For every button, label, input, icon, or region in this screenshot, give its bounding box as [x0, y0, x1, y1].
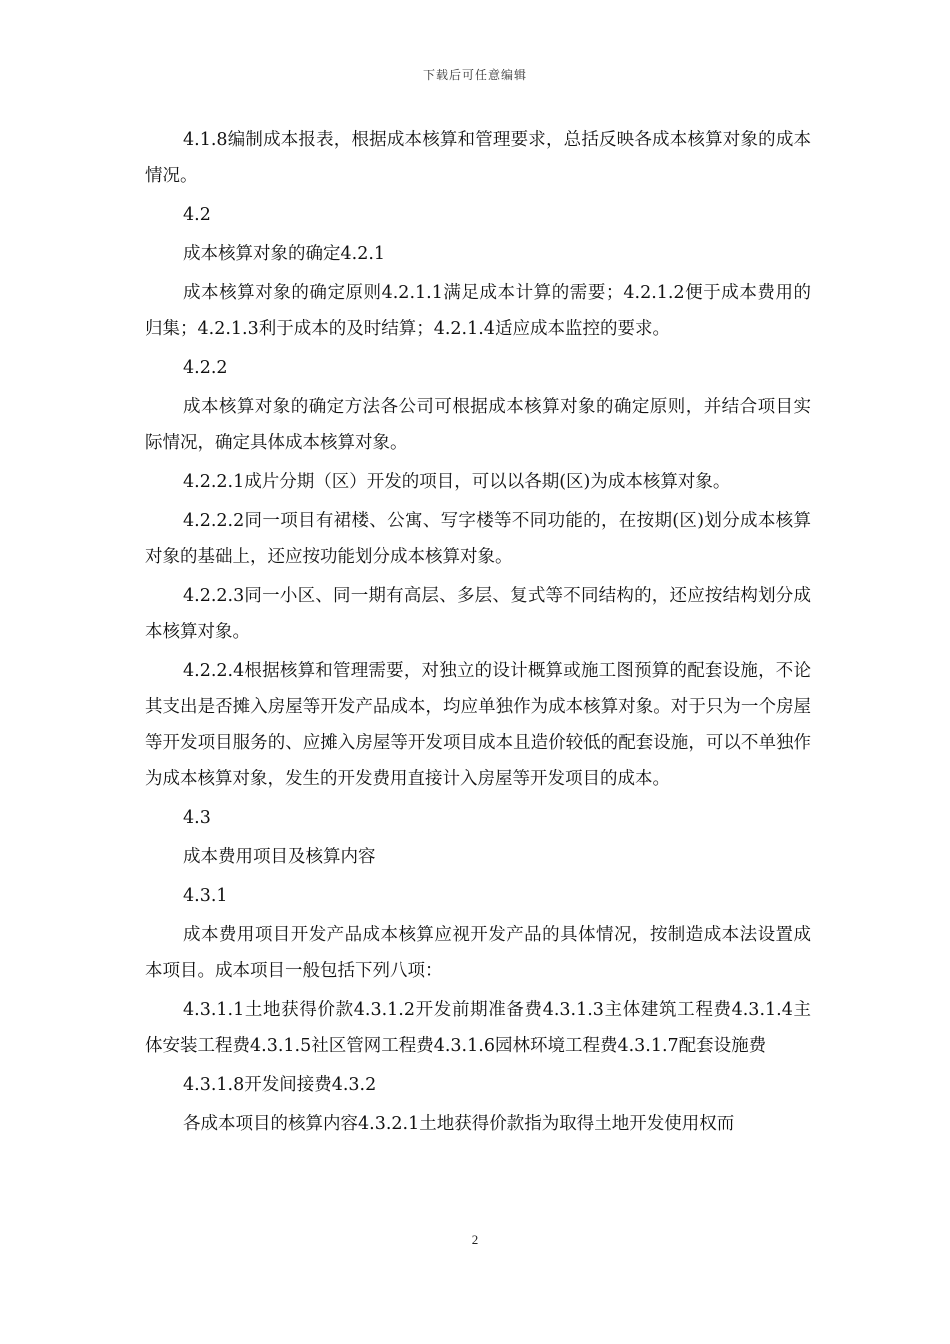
- paragraph: 4.1.8编制成本报表，根据成本核算和管理要求，总括反映各成本核算对象的成本情况。: [145, 130, 811, 186]
- section-heading: 成本费用项目及核算内容: [183, 847, 376, 867]
- section-number: 4.3: [183, 808, 211, 828]
- paragraph: 成本核算对象的确定原则4.2.1.1满足成本计算的需要；4.2.1.2便于成本费用的归集；4.2.1.3利于成本的及时结算；4.2.1.4适应成本监控的要求。: [145, 283, 811, 339]
- paragraph: 4.3.1.1土地获得价款4.3.1.2开发前期准备费4.3.1.3主体建筑工程费4.3.1.4主体安装工程费4.3.1.5社区管网工程费4.3.1.6园林环境工程费4.3.1.7配套设施费: [145, 1000, 811, 1056]
- paragraph: 4.2.2.2同一项目有裙楼、公寓、写字楼等不同功能的，在按期(区)划分成本核算对象的基础上，还应按功能划分成本核算对象。: [145, 511, 811, 567]
- section-heading: 成本核算对象的确定4.2.1: [183, 244, 386, 264]
- section-number: 4.3.1: [183, 886, 228, 906]
- paragraph: 各成本项目的核算内容4.3.2.1土地获得价款指为取得土地开发使用权而: [183, 1114, 735, 1134]
- paragraph: 4.3.1.8开发间接费4.3.2: [183, 1075, 377, 1095]
- paragraph: 4.2.2.1成片分期（区）开发的项目，可以以各期(区)为成本核算对象。: [183, 472, 731, 492]
- page-header-watermark: 下载后可任意编辑: [422, 68, 527, 82]
- paragraph: 成本费用项目开发产品成本核算应视开发产品的具体情况，按制造成本法设置成本项目。成本项目一般包括下列八项：: [145, 925, 811, 981]
- section-number: 4.2.2: [183, 358, 228, 378]
- document-body: [145, 122, 811, 1142]
- paragraph: 4.2.2.4根据核算和管理需要，对独立的设计概算或施工图预算的配套设施，不论其支出是否摊入房屋等开发产品成本，均应单独作为成本核算对象。对于只为一个房屋等开发项目服务的、应摊入房屋等开发项目成本且造价较低的配套设施，可以不单独作为成本核算对象，发生的开发费用直接计入房屋等开发项目的成本。: [145, 661, 811, 789]
- section-number: 4.2: [183, 205, 211, 225]
- page-number: 2: [471, 1232, 479, 1247]
- paragraph: 4.2.2.3同一小区、同一期有高层、多层、复式等不同结构的，还应按结构划分成本核算对象。: [145, 586, 811, 642]
- paragraph: 成本核算对象的确定方法各公司可根据成本核算对象的确定原则，并结合项目实际情况，确定具体成本核算对象。: [145, 397, 811, 453]
